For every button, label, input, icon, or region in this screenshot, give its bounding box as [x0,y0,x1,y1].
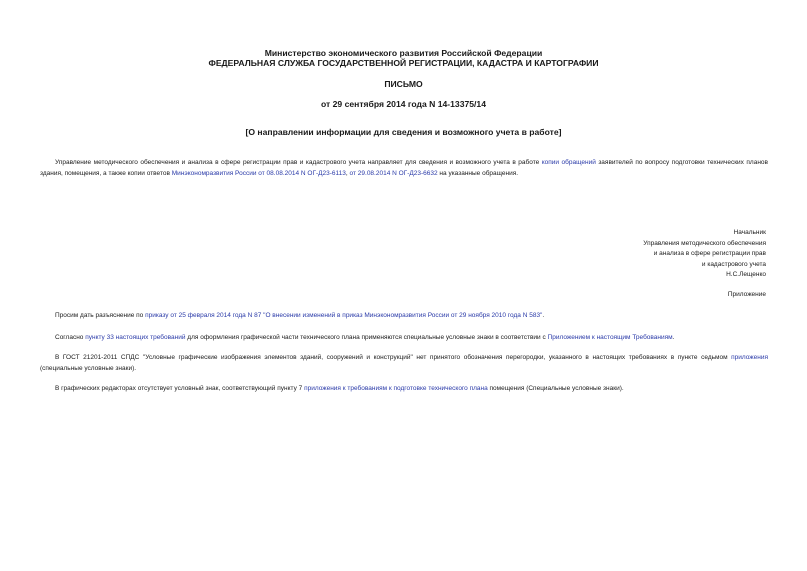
body-text: заявителей по вопросу подготовки технических планов здания, помещения, а также копии ответов [40,159,768,177]
appendix-text: (специальные условные знаки). [40,365,137,372]
service-name: ФЕДЕРАЛЬНАЯ СЛУЖБА ГОСУДАРСТВЕННОЙ РЕГИСТРАЦИИ, КАДАСТРА И КАРТОГРАФИИ [208,58,599,68]
body-text: Управление методического обеспечения и анализа в сфере регистрации прав и кадастрового учета направляет для сведения и возможного учета в работе [55,159,542,166]
body-text: на указанные обращения. [437,170,519,177]
appendix-paragraph-2 [40,332,768,343]
signer-title-line: и кадастрового учета [701,260,766,268]
technical-plan-appendix-link[interactable]: приложения к требованиям к подготовке технического плана [304,385,488,392]
ministry-reply-link-2[interactable]: от 29.08.2014 N ОГ-Д23-6632 [349,170,438,177]
appendix-text: Согласно [55,334,86,341]
appendix-text: . [542,312,545,319]
signer-title-line: Управления методического обеспечения [643,239,766,247]
requirements-appendix-link[interactable]: Приложением к настоящим Требованиям [547,334,673,341]
appendix-text: помещения (Специальные условные знаки). [487,385,624,392]
document-subject: [О направлении информации для сведения и возможного учета в работе] [245,127,562,137]
appendix-text: В графических редакторах отсутствует условный знак, соответствующий пункту 7 [55,385,305,392]
appendix-text: В ГОСТ 21201-2011 СПДС "Условные графические изображения элементов зданий, сооружений и конструкций" нет принятого обозначения перегородки, указанного в настоящих требованиях в пункте седьмом [55,354,732,361]
body-text: , [345,170,350,177]
appendix-paragraph-1 [40,310,768,321]
appendix-text: . [672,334,675,341]
appendix-paragraph-3 [40,352,768,374]
signer-title-line: и анализа в сфере регистрации прав [653,250,766,257]
signer-title-line: Начальник [733,229,766,236]
appendix-text: Просим дать разъяснение по [55,312,146,319]
ministry-name: Министерство экономического развития Российской Федерации [264,48,543,58]
signer-name: Н.С.Лещенко [726,271,766,278]
document-type: ПИСЬМО [384,79,423,89]
signature-block [546,228,766,281]
document-date-number: от 29 сентября 2014 года N 14-13375/14 [321,99,486,109]
order-87-link[interactable]: приказу от 25 февраля 2014 года N 87 "О внесении изменений в приказ Минэкономразвития России от 29 ноября 2010 года N 583" [145,312,543,319]
appendix-paragraph-4 [40,383,768,394]
appendix-link[interactable]: приложения [731,354,768,361]
body-paragraph-1 [40,157,768,179]
request-copies-link[interactable]: копии обращений [541,159,596,166]
clause-33-link[interactable]: пункту 33 настоящих требований [85,334,186,341]
appendix-text: для оформления графической части технического плана применяются специальные условные знаки в соответствии с [185,334,548,341]
appendix-label: Приложение [727,291,766,298]
ministry-reply-link-1[interactable]: Минэкономразвития России от 08.08.2014 N ОГ-Д23-6113 [171,170,346,177]
